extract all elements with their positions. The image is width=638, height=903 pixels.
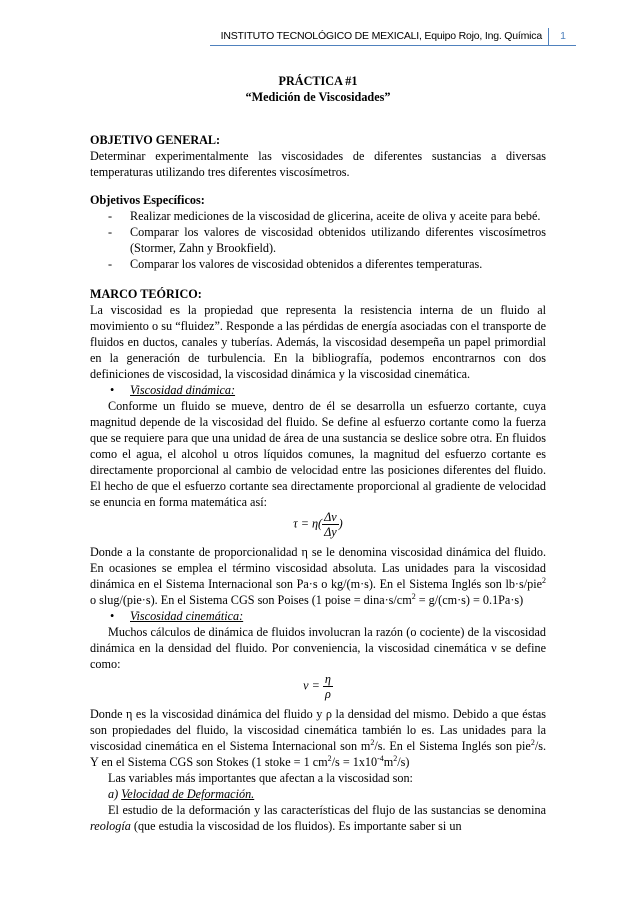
sup-2: 2 [530,737,535,747]
eq1-fraction [322,510,339,539]
p5-part-a: Donde η es la viscosidad dinámica del fluido y ρ la densidad del mismo. Debido a que éstas son propiedades del fluido, la viscosidad cinemática también lo es. Las unidades para la viscosidad cinemática en el Sistema Internacional son m [90,707,546,753]
marco-paragraph-5 [90,706,546,770]
sup-2: 2 [327,753,332,763]
page-header [0,28,638,46]
marco-heading: MARCO TEÓRICO: [90,287,202,301]
objetivo-text: Determinar experimentalmente las viscosidades de diferentes sustancias a diversas temperaturas utilizando tres diferentes viscosímetros. [90,149,546,179]
bullet-dinamica [90,382,546,398]
p5-part-b: /s. En el Sistema Inglés son pie [374,739,531,753]
sup-neg4: -4 [377,753,384,763]
p3-part-a: Donde a la constante de proporcionalidad η se le denomina viscosidad dinámica del fluido. En ocasiones se emplea el término viscosidad absoluta. Las unidades para la viscosidad dinámica en el Sistema Internacional son Pa·s o kg/(m·s). En el Sistema Inglés son lb·s/pie [90,545,546,591]
equation-shear-stress [90,510,546,544]
objetivo-heading: OBJETIVO GENERAL: [90,133,221,147]
list-item: - Realizar mediciones de la viscosidad de glicerina, aceite de oliva y aceite para bebé. [108,208,546,224]
p5-part-c: /s. Y en el Sistema CGS son Stokes (1 stoke = 1 cm [90,739,546,769]
eq2-lhs: ν = [303,678,320,693]
p7-part-b: (que estudia la viscosidad de los fluidos). Es importante saber si un [130,819,462,833]
especificos-heading: Objetivos Específicos: [90,193,205,207]
item-a-label: a) [108,787,119,801]
document-body [90,73,546,834]
especificos-list [90,208,546,272]
marco-paragraph-4: Muchos cálculos de dinámica de fluidos involucran la razón (o cociente) de la viscosidad dinámica en la densidad del fluido. Por conveniencia, la viscosidad cinemática ν se define como: [90,625,546,671]
sup-2: 2 [370,737,375,747]
list-item: - Comparar los valores de viscosidad obtenidos a diferentes temperaturas. [108,256,546,272]
eq1-numerator: Δv [324,510,337,524]
bullet-cinematica-label: Viscosidad cinemática: [130,609,244,623]
p3-part-b: o slug/(pie·s). En el Sistema CGS son Poises (1 poise = dina·s/cm [90,593,412,607]
p7-part-a: El estudio de la deformación y las características del flujo de las sustancias se denomina [108,803,546,817]
p5-part-d: /s = 1x10 [331,755,378,769]
marco-paragraph-1: La viscosidad es la propiedad que representa la resistencia interna de un fluido al movimiento o su “fluidez”. Responde a las pérdidas de energía asociadas con el transporte de fluidos en ductos, canales y tuberías. Además, la viscosidad desempeña un papel primordial en la generación de turbulencia. En la bibliografía, podemos encontrarnos con dos definiciones de viscosidad, la viscosidad dinámica y la viscosidad cinemática. [90,303,546,381]
practice-title: PRÁCTICA #1 [278,74,358,88]
eq1-close: ) [338,516,343,531]
bullet-dinamica-label: Viscosidad dinámica: [130,383,236,397]
eq2-numerator: η [324,672,331,686]
eq2-denominator: ρ [324,687,331,701]
item-a [90,786,546,802]
sup-2: 2 [411,591,416,601]
sup-2: 2 [542,575,546,585]
header-rule [210,45,576,46]
p5-part-f: /s) [397,755,410,769]
marco-paragraph-7 [90,802,546,834]
bullet-cinematica [90,608,546,624]
marco-paragraph-2: Conforme un fluido se mueve, dentro de él se desarrolla un esfuerzo cortante, cuya magnitud depende de la viscosidad del fluido. Se define al esfuerzo cortante como la fuerza que se requiere para que una unidad de área de una sustancia se deslice sobre otra. En fluidos como el agua, el alcohol u otros líquidos comunes, la magnitud del esfuerzo cortante es directamente proporcional al cambio de velocidad entre las posiciones diferentes del fluido. El hecho de que el esfuerzo cortante sea directamente proporcional al gradiente de velocidad se enuncia en forma matemática así: [90,399,546,509]
list-item: - Comparar los valores de viscosidad obtenidos utilizando diferentes viscosímetros (Stormer, Zahn y Brookfield). [108,224,546,256]
sup-2: 2 [393,753,398,763]
practice-subtitle: “Medición de Viscosidades” [245,90,391,104]
page-number: 1 [548,28,577,45]
eq1-denominator: Δy [324,525,337,539]
equation-kinematic [90,672,546,706]
p7-reologia: reología [90,819,131,833]
p3-part-c: = g/(cm·s) = 0.1Pa·s) [415,593,524,607]
eq1-lhs: τ = η( [293,516,323,531]
p5-part-e: m [383,755,394,769]
item-a-text: Velocidad de Deformación. [121,787,255,801]
marco-paragraph-6: Las variables más importantes que afectan a la viscosidad son: [108,771,413,785]
marco-paragraph-3 [90,544,546,608]
header-text: INSTITUTO TECNOLÓGICO DE MEXICALI, Equipo Rojo, Ing. Química [220,30,542,42]
eq2-fraction [323,672,333,701]
